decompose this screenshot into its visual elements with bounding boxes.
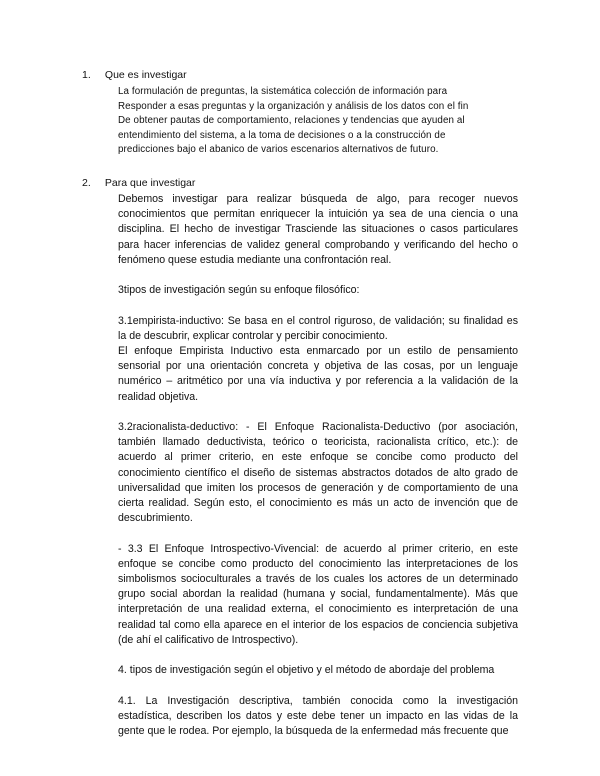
list-item-para-que-investigar <box>82 176 195 190</box>
body-line: Responder a esas preguntas y la organización y análisis de los datos con el fin <box>118 100 469 112</box>
body-line: La formulación de preguntas, la sistemática colección de información para <box>118 86 448 97</box>
list-item-que-es-investigar <box>82 68 187 82</box>
list-number: 1. <box>82 69 91 81</box>
paragraph-empirista-detail: El enfoque Empirista Inductivo esta enmarcado por un estilo de pensamiento sensorial por una orientación concreta y objetiva de las cosas, por un lenguaje numérico – aritmético por una vía inductiva y por referencia a la validación de la realidad objetiva. <box>118 345 518 403</box>
body-line: De obtener pautas de comportamiento, relaciones y tendencias que ayuden al <box>118 115 465 127</box>
paragraph-racionalista: 3.2racionalista-deductivo: - El Enfoque Racionalista-Deductivo (por asociación, también llamado deductivista, teórico o teoricista, racionalista crítico, etc.): de acuerdo al primer criterio, en este enfoque se concibe como producto del conocimiento científico el diseño de sistemas abstractos dotados de alto grado de universalidad que imiten los procesos de generación y de comportamiento de una cierta realidad. Según esto, el conocimiento es más un acto de invención que de descubrimiento. <box>118 421 518 525</box>
list-number: 2. <box>82 177 91 189</box>
paragraph-types-by-objective: 4. tipos de investigación según el objetivo y el método de abordaje del problema <box>118 664 495 677</box>
section-title: Que es investigar <box>104 69 187 81</box>
paragraph-empirista: 3.1empirista-inductivo: Se basa en el control riguroso, de validación; su finalidad es la de descubrir, explicar controlar y percibir conocimiento. <box>118 314 518 342</box>
body-line: predicciones bajo el abanico de varios escenarios alternativos de futuro. <box>118 144 439 156</box>
section-2-body <box>118 192 518 739</box>
paragraph-introspectivo: - 3.3 El Enfoque Introspectivo-Vivencial: de acuerdo al primer criterio, en este enfoque se concibe como producto del conocimiento las interpretaciones de los simbolismos socioculturales a través de los cuales los actores de un determinado grupo social abordan la realidad (humana y social, fundamentalmente). Más que interpretación de una realidad externa, el conocimiento es interpretación de una realidad tal como ella aparece en el interior de los espacios de conciencia subjetiva (de ahí el calificativo de Introspectivo). <box>118 542 518 646</box>
section-1-body <box>118 85 478 158</box>
body-line: entendimiento del sistema, a la toma de decisiones o a la construcción de <box>118 129 446 141</box>
paragraph-descriptiva: 4.1. La Investigación descriptiva, también conocida como la investigación estadística, describen los datos y este debe tener un impacto en las vidas de la gente que le rodea. Por ejemplo, la búsqueda de la enfermedad más frecuente que <box>118 694 518 738</box>
paragraph-types-heading: 3tipos de investigación según su enfoque filosófico: <box>118 284 360 297</box>
section-title: Para que investigar <box>104 177 196 189</box>
paragraph-why-investigate: Debemos investigar para realizar búsqueda de algo, para recoger nuevos conocimientos que permitan enriquecer la intuición ya sea de una ciencia o una disciplina. El hecho de investigar Trasciende las situaciones o casos particulares para hacer inferencias de validez general comprobando y verificando del hecho o fenómeno quese estudia mediante una confrontación real. <box>118 193 518 266</box>
